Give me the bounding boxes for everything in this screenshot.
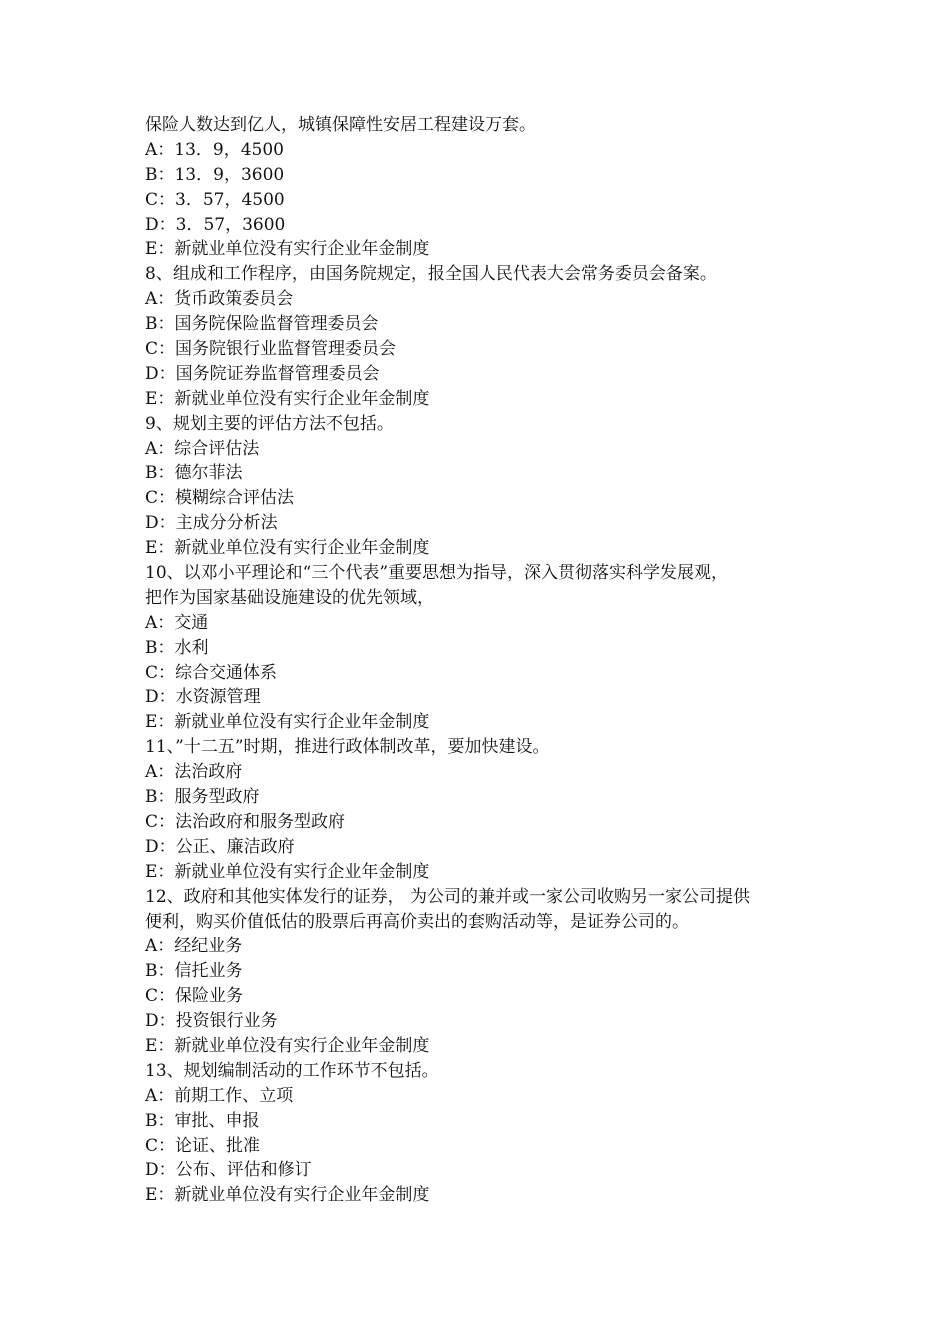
option-line: C：论证、批准: [145, 1135, 261, 1156]
option-line: B：水利: [145, 637, 209, 658]
question-line: 12、政府和其他实体发行的证券， 为公司的兼并或一家公司收购另一家公司提供: [145, 886, 751, 907]
text-line: 保险人数达到亿人，城镇保障性安居工程建设万套。: [145, 115, 536, 135]
option-line: A：交通: [145, 612, 209, 633]
option-line: C：3．57，4500: [145, 189, 285, 210]
option-line: A：货币政策委员会: [145, 289, 294, 310]
option-line: B：服务型政府: [145, 787, 260, 808]
option-line: E：新就业单位没有实行企业年金制度: [145, 1035, 430, 1056]
option-line: E：新就业单位没有实行企业年金制度: [145, 1185, 430, 1206]
option-line: C：保险业务: [145, 986, 244, 1007]
option-line: B：国务院保险监督管理委员会: [145, 314, 379, 335]
option-line: C：法治政府和服务型政府: [145, 811, 346, 832]
question-line: 10、以邓小平理论和“三个代表”重要思想为指导，深入贯彻落实科学发展观，: [145, 563, 729, 584]
option-line: C：模糊综合评估法: [145, 488, 295, 509]
question-line: 把作为国家基础设施建设的优先领域，: [145, 587, 434, 608]
option-line: D：投资银行业务: [145, 1011, 278, 1032]
option-line: E：新就业单位没有实行企业年金制度: [145, 388, 430, 409]
option-line: E：新就业单位没有实行企业年金制度: [145, 239, 430, 260]
question-line: 9、规划主要的评估方法不包括。: [145, 413, 394, 434]
option-line: E：新就业单位没有实行企业年金制度: [145, 861, 430, 882]
option-line: A：法治政府: [145, 762, 243, 783]
option-line: B：13．9，3600: [145, 164, 285, 185]
question-line: 8、组成和工作程序，由国务院规定，报全国人民代表大会常务委员会备案。: [145, 264, 717, 285]
option-line: B：德尔菲法: [145, 463, 243, 484]
option-line: C：国务院银行业监督管理委员会: [145, 339, 397, 360]
document-body: [145, 113, 825, 1208]
option-line: D：公布、评估和修订: [145, 1160, 312, 1181]
option-line: C：综合交通体系: [145, 662, 278, 683]
option-line: A：经纪业务: [145, 936, 243, 957]
option-line: D：3．57，3600: [145, 214, 286, 235]
option-line: B：信托业务: [145, 961, 243, 982]
question-line: 13、规划编制活动的工作环节不包括。: [145, 1060, 439, 1081]
question-line: 便利，购买价值低估的股票后再高价卖出的套购活动等，是证券公司的。: [145, 911, 689, 932]
option-line: B：审批、申报: [145, 1110, 260, 1131]
option-line: D：国务院证券监督管理委员会: [145, 363, 380, 384]
option-line: D：水资源管理: [145, 687, 261, 708]
option-line: A：前期工作、立项: [145, 1085, 294, 1106]
option-line: A：13．9，4500: [145, 139, 284, 160]
option-line: A：综合评估法: [145, 438, 260, 459]
option-line: E：新就业单位没有实行企业年金制度: [145, 712, 430, 733]
question-line: 11、”十二五”时期，推进行政体制改革，要加快建设。: [145, 737, 550, 758]
option-line: E：新就业单位没有实行企业年金制度: [145, 538, 430, 559]
option-line: D：公正、廉洁政府: [145, 836, 295, 857]
option-line: D：主成分分析法: [145, 513, 278, 534]
